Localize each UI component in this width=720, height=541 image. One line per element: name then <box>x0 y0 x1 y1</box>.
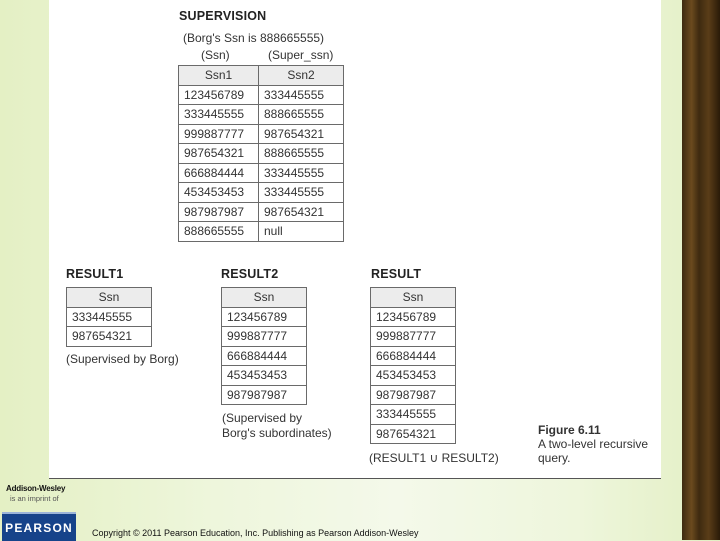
figure-caption <box>538 423 648 465</box>
table-cell: 987654321 <box>259 124 344 144</box>
table-cell: 999887777 <box>371 327 456 347</box>
table-row <box>222 307 307 327</box>
table-cell: 333445555 <box>259 183 344 203</box>
table-cell: 888665555 <box>179 222 259 242</box>
table-header-row <box>179 66 344 86</box>
table-header-row <box>67 288 152 308</box>
supervision-col-note-1: (Ssn) <box>201 48 230 62</box>
table-cell: 333445555 <box>259 85 344 105</box>
table-header-row <box>371 288 456 308</box>
table-cell: 987987987 <box>371 385 456 405</box>
supervision-title: SUPERVISION <box>179 9 267 23</box>
column-header-ssn2: Ssn2 <box>259 66 344 86</box>
result2-caption-line-2: Borg's subordinates) <box>222 426 332 440</box>
table-cell: 987654321 <box>371 424 456 444</box>
pearson-logo: PEARSON <box>2 512 76 541</box>
table-cell: 453453453 <box>222 366 307 386</box>
table-row <box>179 202 344 222</box>
table-cell: 453453453 <box>371 366 456 386</box>
figure-caption-line-1: A two-level recursive <box>538 437 649 451</box>
table-cell: 333445555 <box>179 105 259 125</box>
table-cell: 333445555 <box>371 405 456 425</box>
figure-caption-line-2: query. <box>538 451 571 465</box>
table-row <box>222 385 307 405</box>
table-row <box>371 346 456 366</box>
table-cell: 987987987 <box>179 202 259 222</box>
result1-title: RESULT1 <box>66 267 124 281</box>
supervision-col-note-2: (Super_ssn) <box>268 48 334 62</box>
result-caption: (RESULT1 ∪ RESULT2) <box>369 451 499 465</box>
supervision-note: (Borg's Ssn is 888665555) <box>183 31 325 45</box>
table-cell: 123456789 <box>371 307 456 327</box>
table-row <box>179 183 344 203</box>
supervision-table <box>178 65 344 242</box>
table-row <box>179 85 344 105</box>
table-cell: 987654321 <box>259 202 344 222</box>
table-cell: 888665555 <box>259 144 344 164</box>
table-cell: 888665555 <box>259 105 344 125</box>
table-header-row <box>222 288 307 308</box>
result2-title: RESULT2 <box>221 267 279 281</box>
table-row <box>222 366 307 386</box>
table-row <box>179 124 344 144</box>
table-cell: 999887777 <box>179 124 259 144</box>
table-row <box>67 307 152 327</box>
table-row <box>371 307 456 327</box>
table-cell: 453453453 <box>179 183 259 203</box>
table-row <box>222 346 307 366</box>
table-row <box>371 366 456 386</box>
table-row <box>179 163 344 183</box>
table-row <box>371 424 456 444</box>
result2-caption-line-1: (Supervised by <box>222 411 303 425</box>
result-title: RESULT <box>371 267 422 281</box>
table-cell: 987654321 <box>179 144 259 164</box>
figure-number: Figure 6.11 <box>538 423 601 437</box>
table-row <box>222 327 307 347</box>
result-table <box>370 287 456 444</box>
publisher-name: Addison-Wesley <box>6 484 66 493</box>
table-row <box>371 405 456 425</box>
table-row <box>179 144 344 164</box>
table-row <box>67 327 152 347</box>
column-header-ssn: Ssn <box>371 288 456 308</box>
column-header-ssn1: Ssn1 <box>179 66 259 86</box>
column-header-ssn: Ssn <box>222 288 307 308</box>
figure-sheet <box>49 0 661 478</box>
table-cell: 333445555 <box>259 163 344 183</box>
table-cell: 123456789 <box>222 307 307 327</box>
table-row <box>179 222 344 242</box>
decorative-side-bar <box>682 0 720 540</box>
table-row <box>371 327 456 347</box>
copyright-notice: Copyright © 2011 Pearson Education, Inc. Publishing as Pearson Addison-Wesley <box>92 528 419 538</box>
table-cell: 999887777 <box>222 327 307 347</box>
table-cell: 666884444 <box>371 346 456 366</box>
result1-table <box>66 287 152 347</box>
table-cell: null <box>259 222 344 242</box>
table-cell: 666884444 <box>179 163 259 183</box>
table-cell: 666884444 <box>222 346 307 366</box>
table-cell: 123456789 <box>179 85 259 105</box>
result1-caption: (Supervised by Borg) <box>66 352 179 366</box>
result2-table <box>221 287 307 405</box>
column-header-ssn: Ssn <box>67 288 152 308</box>
table-cell: 333445555 <box>67 307 152 327</box>
table-cell: 987654321 <box>67 327 152 347</box>
publisher-imprint-note: is an imprint of <box>10 494 59 503</box>
table-row <box>371 385 456 405</box>
table-row <box>179 105 344 125</box>
table-cell: 987987987 <box>222 385 307 405</box>
figure-bottom-rule <box>49 478 661 479</box>
